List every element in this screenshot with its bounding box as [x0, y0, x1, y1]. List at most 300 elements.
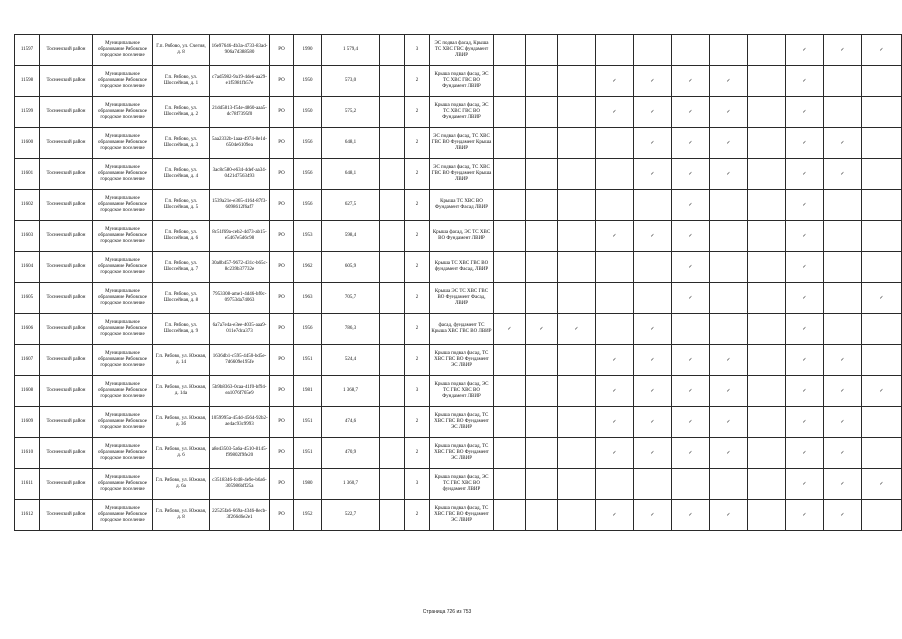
area-cell: 605,9	[322, 252, 380, 283]
empty-cell	[380, 438, 405, 469]
address-cell: Г.п. Рябово, ул. Южная, д. 6а	[153, 469, 210, 500]
guid-cell: 22525fa6-669a-4346-8ecb-3f266d6e2e1	[210, 500, 270, 531]
district-cell: Тосненский район	[40, 252, 93, 283]
guid-cell: 1539a21e-e365-4164-87f3-6098612f6af7	[210, 190, 270, 221]
check-mark-icon: ✓	[786, 66, 824, 97]
empty-mark-cell	[862, 345, 902, 376]
municipality-cell: Муниципальное образование Рябовское городское поселение	[93, 221, 153, 252]
type-cell: РО	[270, 97, 294, 128]
works-cell: ЭС подвал фасад, ТС ХВС ГВС ВО Фундамент Крыша ЛВИР	[430, 128, 494, 159]
row-number: 11604	[15, 252, 40, 283]
floors-cell: 2	[405, 221, 430, 252]
empty-mark-cell	[862, 314, 902, 345]
type-cell: РО	[270, 35, 294, 66]
type-cell: РО	[270, 190, 294, 221]
table-row	[15, 35, 902, 66]
address-cell: Г.п. Рябово, ул. Южная, д. 14а	[153, 376, 210, 407]
address-cell: Г.п. Рябово, ул. Шоссейная, д. 4	[153, 159, 210, 190]
municipality-cell: Муниципальное образование Рябовское городское поселение	[93, 500, 153, 531]
guid-cell: 1636db1-c595-4450-bd5e-7d6609e195fe	[210, 345, 270, 376]
empty-mark-cell	[710, 283, 748, 314]
empty-mark-cell	[596, 469, 634, 500]
empty-mark-cell	[862, 252, 902, 283]
table-row	[15, 252, 902, 283]
table-row	[15, 159, 902, 190]
row-number: 11600	[15, 128, 40, 159]
works-cell: ЭС подвал фасад, ТС ХВС ГВС ВО Фундамент Крыша ЛВИР	[430, 159, 494, 190]
empty-cell	[380, 159, 405, 190]
empty-mark-cell	[672, 35, 710, 66]
table-row	[15, 500, 902, 531]
check-mark-icon: ✓	[634, 500, 672, 531]
check-mark-icon: ✓	[672, 66, 710, 97]
year-cell: 1956	[294, 159, 322, 190]
guid-cell: 7953308-ame1-4d46-bf0c-09753da74063	[210, 283, 270, 314]
district-cell: Тосненский район	[40, 35, 93, 66]
floors-cell: 2	[405, 159, 430, 190]
municipality-cell: Муниципальное образование Рябовское городское поселение	[93, 314, 153, 345]
empty-cell	[380, 500, 405, 531]
floors-cell: 2	[405, 128, 430, 159]
row-number: 11603	[15, 221, 40, 252]
empty-mark-cell	[710, 469, 748, 500]
empty-cell	[380, 469, 405, 500]
empty-mark-cell	[748, 159, 786, 190]
empty-mark-cell	[862, 190, 902, 221]
guid-cell: 6a7a7e4a-e3ee-4035-aaa9-011e7dca373	[210, 314, 270, 345]
guid-cell: c7ad5982-9a19-4de6-aa29-e1f5981fb57e	[210, 66, 270, 97]
check-mark-icon: ✓	[786, 97, 824, 128]
table-row	[15, 190, 902, 221]
empty-mark-cell	[862, 66, 902, 97]
year-cell: 1950	[294, 66, 322, 97]
year-cell: 1980	[294, 469, 322, 500]
empty-mark-cell	[526, 159, 558, 190]
works-cell: Крыша подвал фасад, ТС ХВС ГВС ВО Фундамент ЭС ЛВИР	[430, 500, 494, 531]
empty-cell	[380, 407, 405, 438]
address-cell: Г.п. Рябово, ул. Шоссейная, д. 5	[153, 190, 210, 221]
floors-cell: 2	[405, 500, 430, 531]
row-number: 11607	[15, 345, 40, 376]
empty-mark-cell	[526, 283, 558, 314]
municipality-cell: Муниципальное образование Рябовское городское поселение	[93, 252, 153, 283]
check-mark-icon: ✓	[634, 314, 672, 345]
area-cell: 1 579,4	[322, 35, 380, 66]
table-row	[15, 345, 902, 376]
empty-mark-cell	[558, 221, 596, 252]
empty-mark-cell	[526, 128, 558, 159]
empty-mark-cell	[748, 345, 786, 376]
empty-mark-cell	[494, 438, 526, 469]
address-cell: Г.п. Рябово, ул. Южная, д. 8	[153, 500, 210, 531]
district-cell: Тосненский район	[40, 66, 93, 97]
check-mark-icon: ✓	[634, 66, 672, 97]
type-cell: РО	[270, 500, 294, 531]
table-row	[15, 97, 902, 128]
empty-mark-cell	[748, 376, 786, 407]
table-row	[15, 314, 902, 345]
district-cell: Тосненский район	[40, 345, 93, 376]
municipality-cell: Муниципальное образование Рябовское городское поселение	[93, 159, 153, 190]
floors-cell: 2	[405, 190, 430, 221]
type-cell: РО	[270, 438, 294, 469]
district-cell: Тосненский район	[40, 190, 93, 221]
empty-mark-cell	[748, 438, 786, 469]
check-mark-icon: ✓	[526, 314, 558, 345]
check-mark-icon: ✓	[786, 159, 824, 190]
year-cell: 1953	[294, 221, 322, 252]
empty-mark-cell	[748, 283, 786, 314]
empty-mark-cell	[558, 97, 596, 128]
district-cell: Тосненский район	[40, 438, 93, 469]
table-row	[15, 438, 902, 469]
check-mark-icon: ✓	[786, 314, 824, 345]
row-number: 11610	[15, 438, 40, 469]
empty-cell	[380, 128, 405, 159]
empty-mark-cell	[596, 252, 634, 283]
empty-cell	[380, 283, 405, 314]
check-mark-icon: ✓	[786, 345, 824, 376]
empty-mark-cell	[494, 407, 526, 438]
district-cell: Тосненский район	[40, 221, 93, 252]
guid-cell: a8e43503-5a6a-4510-8145-f99802f9fe20	[210, 438, 270, 469]
empty-mark-cell	[710, 190, 748, 221]
check-mark-icon: ✓	[672, 500, 710, 531]
address-cell: Г.п. Рябово, ул. Шоссейная, д. 6	[153, 221, 210, 252]
check-mark-icon: ✓	[710, 66, 748, 97]
check-mark-icon: ✓	[672, 407, 710, 438]
check-mark-icon: ✓	[862, 469, 902, 500]
empty-cell	[380, 345, 405, 376]
area-cell: 573,0	[322, 66, 380, 97]
empty-mark-cell	[526, 500, 558, 531]
check-mark-icon: ✓	[634, 128, 672, 159]
district-cell: Тосненский район	[40, 159, 93, 190]
works-cell: Крыша подвал фасад, ЭС ТС ХВС ГВС ВО Фундамент ЛВИР	[430, 66, 494, 97]
type-cell: РО	[270, 283, 294, 314]
check-mark-icon: ✓	[596, 500, 634, 531]
empty-mark-cell	[824, 283, 862, 314]
check-mark-icon: ✓	[786, 438, 824, 469]
check-mark-icon: ✓	[710, 159, 748, 190]
check-mark-icon: ✓	[672, 376, 710, 407]
empty-mark-cell	[634, 35, 672, 66]
floors-cell: 2	[405, 438, 430, 469]
type-cell: РО	[270, 128, 294, 159]
year-cell: 1951	[294, 407, 322, 438]
floors-cell: 3	[405, 469, 430, 500]
table-row	[15, 283, 902, 314]
year-cell: 1990	[294, 35, 322, 66]
floors-cell: 2	[405, 252, 430, 283]
empty-mark-cell	[526, 35, 558, 66]
district-cell: Тосненский район	[40, 469, 93, 500]
guid-cell: 16e97646-4b3a-4733-83ad-906a7d388580	[210, 35, 270, 66]
year-cell: 1963	[294, 283, 322, 314]
empty-mark-cell	[558, 345, 596, 376]
area-cell: 522,7	[322, 500, 380, 531]
check-mark-icon: ✓	[710, 500, 748, 531]
guid-cell: 5b9b8363-0caa-41f0-bf94-ea1076f765e9	[210, 376, 270, 407]
address-cell: Г.п. Рябово, ул. Южная, д. 14	[153, 345, 210, 376]
check-mark-icon: ✓	[786, 252, 824, 283]
empty-mark-cell	[494, 66, 526, 97]
empty-mark-cell	[824, 221, 862, 252]
works-cell: Крыша подвал фасад, ЭС ТС ГВС ХВС ВО Фундамент ЛВИР	[430, 376, 494, 407]
check-mark-icon: ✓	[672, 283, 710, 314]
works-cell: Крыша ЭС ТС ХВС ГВС ВО Фундамент Фасад, ЛВИР	[430, 283, 494, 314]
floors-cell: 3	[405, 376, 430, 407]
row-number: 11602	[15, 190, 40, 221]
check-mark-icon: ✓	[634, 221, 672, 252]
check-mark-icon: ✓	[634, 97, 672, 128]
check-mark-icon: ✓	[786, 500, 824, 531]
empty-mark-cell	[862, 407, 902, 438]
district-cell: Тосненский район	[40, 128, 93, 159]
works-cell: Крыша подвал фасад, ТС ХВС ГВС ВО Фундамент ЭС ЛВИР	[430, 407, 494, 438]
empty-mark-cell	[494, 345, 526, 376]
empty-mark-cell	[494, 500, 526, 531]
row-number: 11598	[15, 66, 40, 97]
empty-mark-cell	[862, 128, 902, 159]
check-mark-icon: ✓	[824, 469, 862, 500]
empty-mark-cell	[558, 376, 596, 407]
empty-mark-cell	[558, 252, 596, 283]
guid-cell: 21dd5813-f54e-4860-aaa5-dc78f7395f0	[210, 97, 270, 128]
empty-mark-cell	[862, 500, 902, 531]
area-cell: 786,3	[322, 314, 380, 345]
municipality-cell: Муниципальное образование Рябовское городское поселение	[93, 35, 153, 66]
empty-mark-cell	[862, 97, 902, 128]
row-number: 11606	[15, 314, 40, 345]
empty-mark-cell	[526, 438, 558, 469]
works-cell: Крыша ТС ХВС ВО Фундамент Фасад ЛВИР	[430, 190, 494, 221]
district-cell: Тосненский район	[40, 97, 93, 128]
check-mark-icon: ✓	[672, 252, 710, 283]
empty-mark-cell	[526, 376, 558, 407]
type-cell: РО	[270, 221, 294, 252]
check-mark-icon: ✓	[672, 190, 710, 221]
works-cell: Крыша подвал фасад, ТС ХВС ГВС ВО Фундамент ЭС ЛВИР	[430, 345, 494, 376]
address-cell: Г.п. Рябово, ул. Счегия, д. 8	[153, 35, 210, 66]
municipality-cell: Муниципальное образование Рябовское городское поселение	[93, 469, 153, 500]
empty-mark-cell	[558, 407, 596, 438]
municipality-cell: Муниципальное образование Рябовское городское поселение	[93, 376, 153, 407]
check-mark-icon: ✓	[672, 128, 710, 159]
registry-rows	[15, 35, 902, 531]
registry-table	[14, 34, 902, 531]
works-cell: Крыша ТС ХВС ГВС ВО фундамент Фасад, ЛВИР	[430, 252, 494, 283]
check-mark-icon: ✓	[634, 407, 672, 438]
row-number: 11612	[15, 500, 40, 531]
check-mark-icon: ✓	[824, 438, 862, 469]
check-mark-icon: ✓	[824, 376, 862, 407]
check-mark-icon: ✓	[634, 438, 672, 469]
empty-mark-cell	[558, 35, 596, 66]
empty-mark-cell	[748, 66, 786, 97]
area-cell: 627,5	[322, 190, 380, 221]
check-mark-icon: ✓	[494, 314, 526, 345]
check-mark-icon: ✓	[710, 128, 748, 159]
empty-mark-cell	[862, 221, 902, 252]
works-cell: фасад, фундамент ТС Крыша ХВС ГВС ВО ЛВИР	[430, 314, 494, 345]
empty-cell	[380, 190, 405, 221]
floors-cell: 2	[405, 345, 430, 376]
empty-mark-cell	[494, 252, 526, 283]
empty-mark-cell	[634, 283, 672, 314]
empty-mark-cell	[748, 35, 786, 66]
check-mark-icon: ✓	[824, 128, 862, 159]
empty-mark-cell	[558, 469, 596, 500]
check-mark-icon: ✓	[824, 159, 862, 190]
check-mark-icon: ✓	[596, 97, 634, 128]
municipality-cell: Муниципальное образование Рябовское городское поселение	[93, 438, 153, 469]
table-row	[15, 407, 902, 438]
check-mark-icon: ✓	[634, 159, 672, 190]
check-mark-icon: ✓	[786, 376, 824, 407]
check-mark-icon: ✓	[672, 345, 710, 376]
area-cell: 1 368,7	[322, 376, 380, 407]
type-cell: РО	[270, 66, 294, 97]
row-number: 11605	[15, 283, 40, 314]
type-cell: РО	[270, 159, 294, 190]
empty-mark-cell	[526, 469, 558, 500]
empty-mark-cell	[748, 407, 786, 438]
check-mark-icon: ✓	[862, 283, 902, 314]
district-cell: Тосненский район	[40, 407, 93, 438]
check-mark-icon: ✓	[672, 97, 710, 128]
page-footer: Страница 726 из 753	[422, 609, 472, 615]
empty-mark-cell	[494, 376, 526, 407]
address-cell: Г.п. Рябово, ул. Южная, д. 3б	[153, 407, 210, 438]
empty-mark-cell	[596, 159, 634, 190]
check-mark-icon: ✓	[710, 97, 748, 128]
floors-cell: 2	[405, 283, 430, 314]
empty-mark-cell	[824, 314, 862, 345]
empty-mark-cell	[494, 469, 526, 500]
check-mark-icon: ✓	[596, 407, 634, 438]
empty-mark-cell	[824, 97, 862, 128]
district-cell: Тосненский район	[40, 314, 93, 345]
table-row	[15, 469, 902, 500]
empty-mark-cell	[596, 314, 634, 345]
check-mark-icon: ✓	[786, 35, 824, 66]
address-cell: Г.п. Рябово, ул. Шоссейная, д. 3	[153, 128, 210, 159]
district-cell: Тосненский район	[40, 376, 93, 407]
year-cell: 1950	[294, 97, 322, 128]
empty-mark-cell	[558, 128, 596, 159]
municipality-cell: Муниципальное образование Рябовское городское поселение	[93, 66, 153, 97]
empty-cell	[380, 252, 405, 283]
empty-mark-cell	[596, 190, 634, 221]
empty-mark-cell	[824, 190, 862, 221]
floors-cell: 2	[405, 66, 430, 97]
guid-cell: 8c51f69a-ceb2-4d73-ab15-e5467e5d6c98	[210, 221, 270, 252]
check-mark-icon: ✓	[824, 500, 862, 531]
year-cell: 1962	[294, 252, 322, 283]
empty-mark-cell	[748, 469, 786, 500]
empty-cell	[380, 35, 405, 66]
check-mark-icon: ✓	[596, 66, 634, 97]
empty-mark-cell	[710, 35, 748, 66]
guid-cell: 5aa2332b-1aaa-4974-8e1d-6504e6109ea	[210, 128, 270, 159]
guid-cell: c3518346-fcd8-4e9e-b6a6-305986bff25a	[210, 469, 270, 500]
floors-cell: 2	[405, 314, 430, 345]
check-mark-icon: ✓	[710, 407, 748, 438]
check-mark-icon: ✓	[596, 221, 634, 252]
table-row	[15, 376, 902, 407]
empty-mark-cell	[710, 314, 748, 345]
empty-mark-cell	[596, 35, 634, 66]
area-cell: 598,4	[322, 221, 380, 252]
address-cell: Г.п. Рябово, ул. Шоссейная, д. 1	[153, 66, 210, 97]
guid-cell: 3ac8c580-e634-4def-aa34-0421d7563493	[210, 159, 270, 190]
check-mark-icon: ✓	[824, 345, 862, 376]
check-mark-icon: ✓	[596, 438, 634, 469]
row-number: 11601	[15, 159, 40, 190]
municipality-cell: Муниципальное образование Рябовское городское поселение	[93, 345, 153, 376]
empty-mark-cell	[748, 97, 786, 128]
empty-mark-cell	[558, 438, 596, 469]
check-mark-icon: ✓	[710, 345, 748, 376]
check-mark-icon: ✓	[786, 283, 824, 314]
address-cell: Г.п. Рябово, ул. Шоссейная, д. 7	[153, 252, 210, 283]
empty-mark-cell	[558, 159, 596, 190]
empty-mark-cell	[634, 469, 672, 500]
check-mark-icon: ✓	[824, 35, 862, 66]
empty-mark-cell	[672, 469, 710, 500]
empty-mark-cell	[748, 190, 786, 221]
empty-mark-cell	[494, 283, 526, 314]
empty-cell	[380, 314, 405, 345]
address-cell: Г.п. Рябово, ул. Шоссейная, д. 9	[153, 314, 210, 345]
works-cell: ЭС подвал фасад, Крыша ТС ХВС ГВС фундамент ЛВИР	[430, 35, 494, 66]
registry-sheet	[14, 34, 884, 531]
floors-cell: 2	[405, 97, 430, 128]
check-mark-icon: ✓	[824, 407, 862, 438]
check-mark-icon: ✓	[672, 438, 710, 469]
floors-cell: 3	[405, 35, 430, 66]
check-mark-icon: ✓	[862, 376, 902, 407]
works-cell: Крыша подвал фасад, ТС ХВС ГВС ВО Фундамент ЭС ЛВИР	[430, 438, 494, 469]
check-mark-icon: ✓	[596, 376, 634, 407]
empty-mark-cell	[748, 500, 786, 531]
area-cell: 474,6	[322, 407, 380, 438]
area-cell: 648,1	[322, 128, 380, 159]
empty-mark-cell	[526, 190, 558, 221]
empty-mark-cell	[526, 221, 558, 252]
empty-mark-cell	[558, 66, 596, 97]
floors-cell: 2	[405, 407, 430, 438]
empty-mark-cell	[494, 128, 526, 159]
district-cell: Тосненский район	[40, 500, 93, 531]
check-mark-icon: ✓	[862, 35, 902, 66]
year-cell: 1952	[294, 500, 322, 531]
row-number: 11608	[15, 376, 40, 407]
empty-mark-cell	[494, 159, 526, 190]
empty-mark-cell	[862, 438, 902, 469]
empty-cell	[380, 66, 405, 97]
municipality-cell: Муниципальное образование Рябовское городское поселение	[93, 283, 153, 314]
guid-cell: 30a0b457-9672-431c-b65c-8c239b37732e	[210, 252, 270, 283]
empty-mark-cell	[596, 283, 634, 314]
empty-mark-cell	[558, 190, 596, 221]
check-mark-icon: ✓	[672, 221, 710, 252]
empty-mark-cell	[526, 345, 558, 376]
year-cell: 1951	[294, 438, 322, 469]
check-mark-icon: ✓	[786, 128, 824, 159]
empty-mark-cell	[558, 500, 596, 531]
